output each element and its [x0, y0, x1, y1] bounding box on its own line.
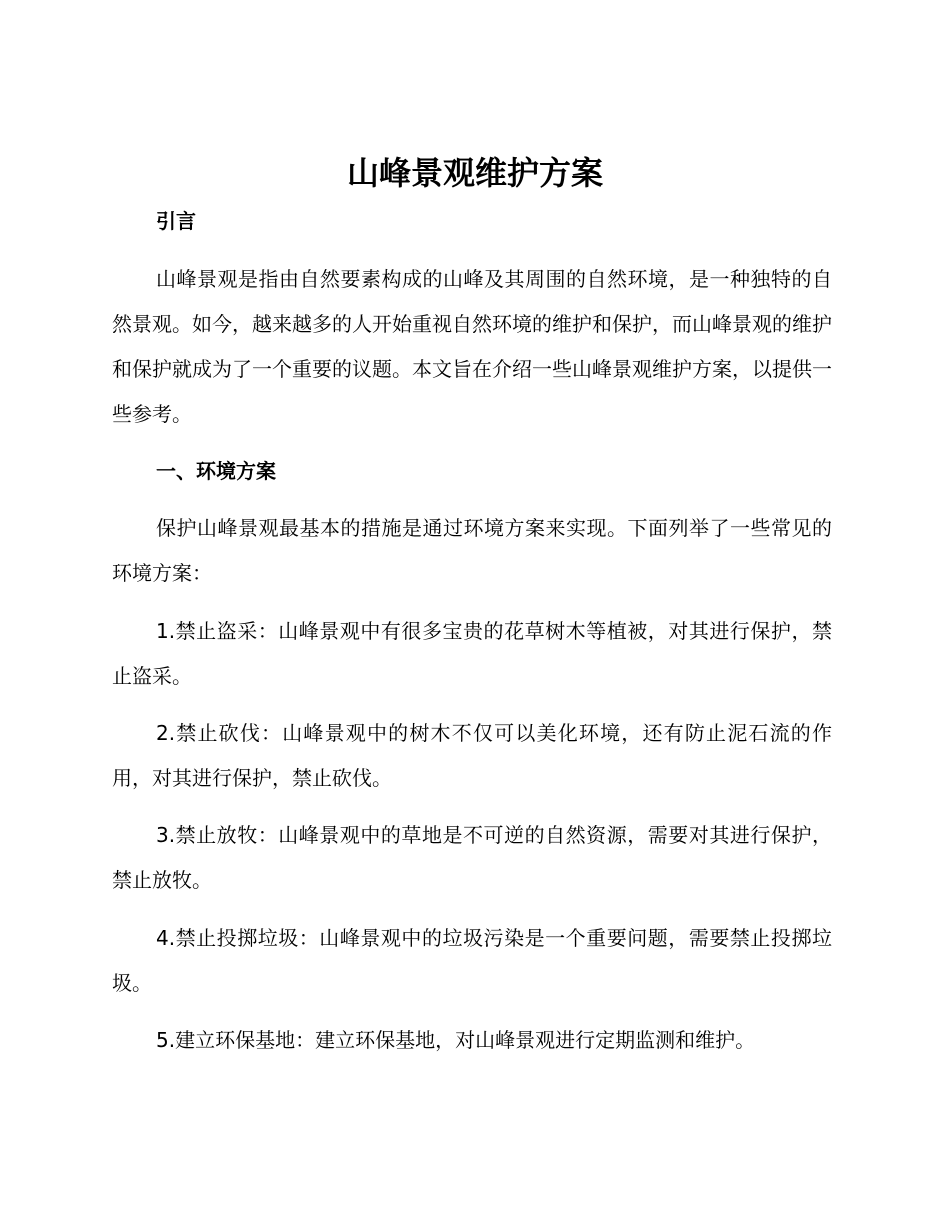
document-title: 山峰景观维护方案 [346, 154, 603, 192]
section-heading-intro: 引言 [156, 209, 196, 233]
environment-intro-paragraph: 保护山峰景观最基本的措施是通过环境方案来实现。下面列举了一些常见的环境方案： [112, 516, 832, 585]
list-item-1: 1.禁止盗采：山峰景观中有很多宝贵的花草树木等植被，对其进行保护，禁止盗采。 [112, 619, 832, 688]
section-heading-environment: 一、环境方案 [156, 459, 276, 483]
list-item-2: 2.禁止砍伐：山峰景观中的树木不仅可以美化环境，还有防止泥石流的作用，对其进行保护，禁止砍伐。 [112, 721, 832, 790]
list-item-3: 3.禁止放牧：山峰景观中的草地是不可逆的自然资源，需要对其进行保护，禁止放牧。 [112, 823, 832, 892]
intro-paragraph: 山峰景观是指由自然要素构成的山峰及其周围的自然环境，是一种独特的自然景观。如今，越来越多的人开始重视自然环境的维护和保护，而山峰景观的维护和保护就成为了一个重要的议题。本文旨在介绍一些山峰景观维护方案，以提供一些参考。 [112, 267, 832, 426]
list-item-5: 5.建立环保基地：建立环保基地，对山峰景观进行定期监测和维护。 [156, 1028, 756, 1052]
list-item-4: 4.禁止投掷垃圾：山峰景观中的垃圾污染是一个重要问题，需要禁止投掷垃圾。 [112, 926, 832, 995]
